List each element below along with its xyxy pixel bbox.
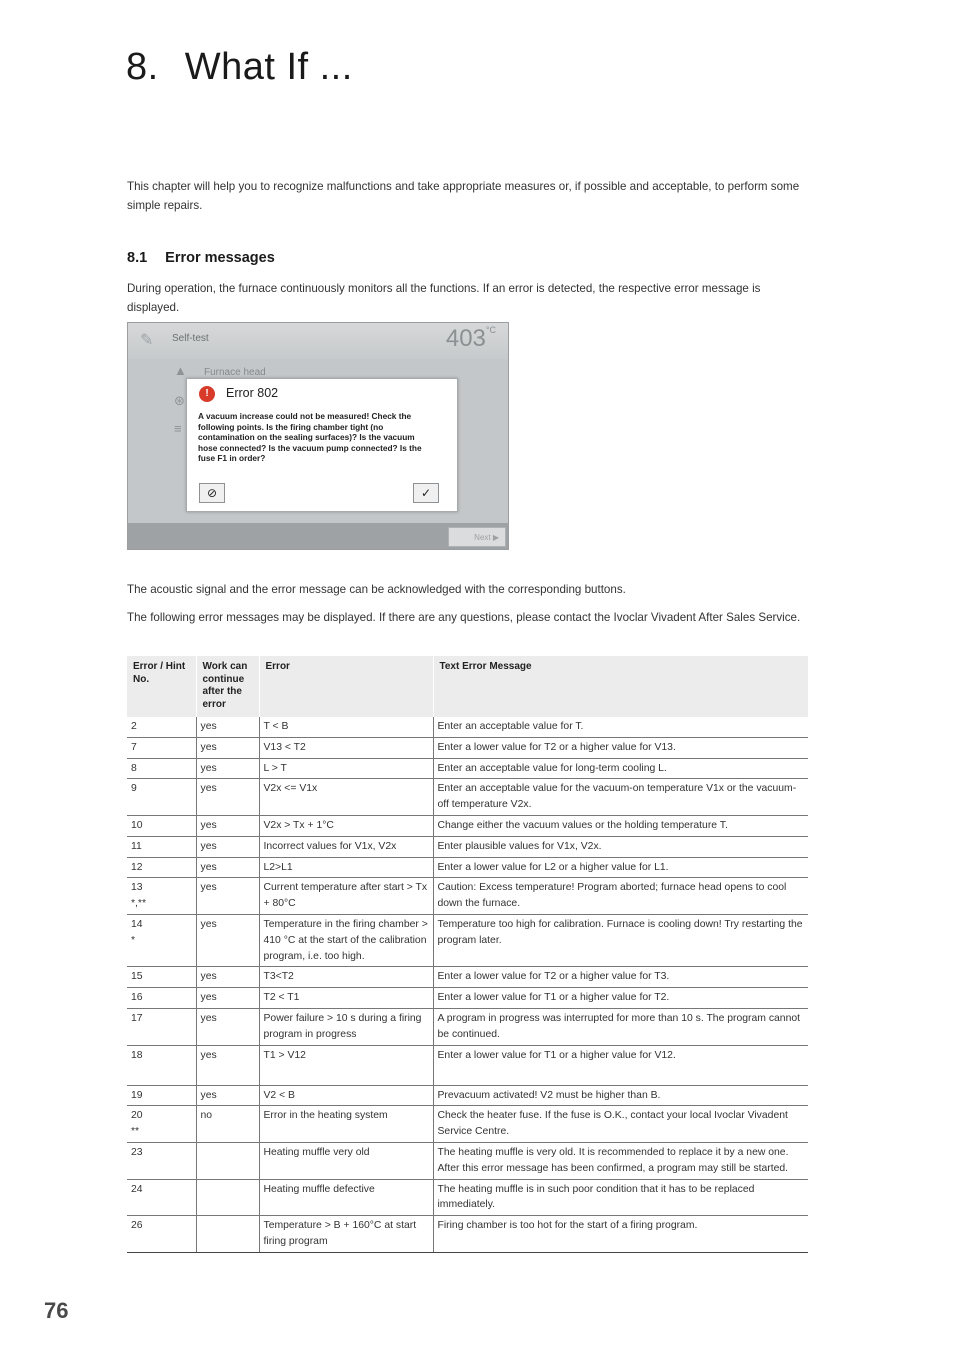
cell-work-continue: yes: [196, 758, 259, 779]
header-error: Error: [259, 656, 433, 717]
error-messages-table: [127, 656, 808, 1253]
acknowledge-paragraph: The acoustic signal and the error message can be acknowledged with the corresponding buttons.: [127, 583, 626, 596]
cell-error-no: 18: [127, 1045, 196, 1085]
cell-text-message: Prevacuum activated! V2 must be higher than B.: [433, 1085, 808, 1106]
cell-error-no: 7: [127, 737, 196, 758]
cell-error: V13 < T2: [259, 737, 433, 758]
cell-text-message: Enter a lower value for L2 or a higher value for L1.: [433, 857, 808, 878]
list-icon: ≡: [174, 421, 182, 436]
vacuum-icon: ⊛: [174, 393, 185, 408]
cell-text-message: Enter an acceptable value for the vacuum-on temperature V1x or the vacuum-off temperature V2x.: [433, 779, 808, 816]
cell-error: L > T: [259, 758, 433, 779]
table-row: [127, 878, 808, 915]
screen-footer: [128, 523, 508, 549]
cell-work-continue: [196, 1142, 259, 1179]
cell-text-message: The heating muffle is in such poor condition that it has to be replaced immediately.: [433, 1179, 808, 1216]
cell-text-message: Enter a lower value for T2 or a higher value for T3.: [433, 967, 808, 988]
chapter-title-text: What If ...: [184, 46, 353, 88]
cell-error: Heating muffle very old: [259, 1142, 433, 1179]
table-row: [127, 914, 808, 966]
table-row: [127, 717, 808, 737]
cell-error-no: 17: [127, 1008, 196, 1045]
cell-error: Current temperature after start > Tx + 80°C: [259, 878, 433, 915]
section-number: 8.1: [127, 250, 148, 266]
cell-work-continue: yes: [196, 914, 259, 966]
cell-error: Incorrect values for V1x, V2x: [259, 836, 433, 857]
cell-error-no: 8: [127, 758, 196, 779]
cell-error: L2>L1: [259, 857, 433, 878]
cell-error: Error in the heating system: [259, 1106, 433, 1143]
screen-header-label: Self-test: [172, 333, 209, 344]
table-row: [127, 1142, 808, 1179]
cell-error-no: 14 *: [127, 914, 196, 966]
section-title: Error messages: [165, 250, 275, 266]
cell-error: Temperature > B + 160°C at start firing program: [259, 1216, 433, 1253]
cell-error: Heating muffle defective: [259, 1179, 433, 1216]
table-row: [127, 815, 808, 836]
cell-error: T3<T2: [259, 967, 433, 988]
cell-error-no: 19: [127, 1085, 196, 1106]
page-number: 76: [44, 1298, 69, 1323]
section-heading: [127, 250, 275, 266]
temperature-unit: °C: [485, 325, 496, 335]
table-row: [127, 1106, 808, 1143]
following-paragraph: The following error messages may be displayed. If there are any questions, please contact the Ivoclar Vivadent After Sales Service.: [127, 611, 801, 624]
cell-text-message: Enter a lower value for T1 or a higher value for V12.: [433, 1045, 808, 1085]
cell-text-message: Enter plausible values for V1x, V2x.: [433, 836, 808, 857]
cell-error: T2 < T1: [259, 988, 433, 1009]
cell-work-continue: yes: [196, 717, 259, 737]
cell-error-no: 23: [127, 1142, 196, 1179]
chapter-number: 8.: [126, 46, 159, 88]
table-row: [127, 737, 808, 758]
cell-work-continue: yes: [196, 1085, 259, 1106]
cell-error-no: 15: [127, 967, 196, 988]
cell-work-continue: yes: [196, 857, 259, 878]
cell-work-continue: yes: [196, 988, 259, 1009]
cell-error-no: 12: [127, 857, 196, 878]
cell-work-continue: yes: [196, 878, 259, 915]
cell-error-no: 2: [127, 717, 196, 737]
cell-text-message: Caution: Excess temperature! Program aborted; furnace head opens to cool down the furnace.: [433, 878, 808, 915]
cell-error-no: 16: [127, 988, 196, 1009]
cell-error-no: 10: [127, 815, 196, 836]
intro-paragraph: This chapter will help you to recognize malfunctions and take appropriate measures or, if possible and acceptable, to perform some simple repairs.: [127, 180, 800, 212]
checkmark-icon: ✓: [420, 486, 432, 500]
mute-icon: ⊘: [206, 486, 218, 500]
cell-work-continue: yes: [196, 737, 259, 758]
mute-sound-button[interactable]: [199, 483, 225, 503]
cell-text-message: Enter a lower value for T2 or a higher value for V13.: [433, 737, 808, 758]
cell-text-message: The heating muffle is very old. It is recommended to replace it by a new one. After this error message has been confirmed, a program may still be started.: [433, 1142, 808, 1179]
table-row: [127, 1008, 808, 1045]
cell-text-message: Change either the vacuum values or the holding temperature T.: [433, 815, 808, 836]
cell-error: V2x <= V1x: [259, 779, 433, 816]
screen-header: [128, 323, 508, 359]
table-row: [127, 1085, 808, 1106]
cell-error-no: 9: [127, 779, 196, 816]
cell-work-continue: yes: [196, 967, 259, 988]
table-row: [127, 1216, 808, 1253]
cell-text-message: Check the heater fuse. If the fuse is O.K., contact your local Ivoclar Vivadent Service Centre.: [433, 1106, 808, 1143]
screen-row-label: Furnace head: [204, 367, 266, 378]
header-error-no: Error / Hint No.: [127, 656, 196, 717]
cell-text-message: Enter a lower value for T1 or a higher value for T2.: [433, 988, 808, 1009]
cell-text-message: A program in progress was interrupted for more than 10 s. The program cannot be continued.: [433, 1008, 808, 1045]
header-text-message: Text Error Message: [433, 656, 808, 717]
cell-error: V2 < B: [259, 1085, 433, 1106]
temperature-readout: [446, 325, 496, 353]
table-row: [127, 857, 808, 878]
cell-text-message: Enter an acceptable value for long-term cooling L.: [433, 758, 808, 779]
next-label: Next: [474, 533, 491, 542]
header-work-continue: Work can continue after the error: [196, 656, 259, 717]
cell-error: Temperature in the firing chamber > 410 °C at the start of the calibration program, i.e. too high.: [259, 914, 433, 966]
cell-error-no: 24: [127, 1179, 196, 1216]
table-row: [127, 779, 808, 816]
self-test-icon: ✎: [140, 332, 154, 349]
cell-text-message: Enter an acceptable value for T.: [433, 717, 808, 737]
error-dialog-title: Error 802: [226, 386, 279, 400]
cell-work-continue: yes: [196, 815, 259, 836]
cell-error-no: 11: [127, 836, 196, 857]
table-row: [127, 836, 808, 857]
next-button[interactable]: Next ▶: [448, 527, 506, 547]
chapter-title: [126, 46, 353, 89]
cell-error-no: 13 *,**: [127, 878, 196, 915]
cell-error: V2x > Tx + 1°C: [259, 815, 433, 836]
furnace-screen-image: [127, 322, 509, 550]
table-row: [127, 988, 808, 1009]
cell-error: T < B: [259, 717, 433, 737]
cell-error: Power failure > 10 s during a firing program in progress: [259, 1008, 433, 1045]
table-row: [127, 758, 808, 779]
table-row: [127, 967, 808, 988]
table-row: [127, 1045, 808, 1085]
cell-work-continue: yes: [196, 1008, 259, 1045]
cell-work-continue: yes: [196, 779, 259, 816]
cell-work-continue: yes: [196, 1045, 259, 1085]
cell-text-message: Firing chamber is too hot for the start of a firing program.: [433, 1216, 808, 1253]
cell-work-continue: no: [196, 1106, 259, 1143]
cell-work-continue: [196, 1216, 259, 1253]
cell-work-continue: [196, 1179, 259, 1216]
furnace-head-icon: ▲: [174, 363, 187, 378]
cell-error-no: 20 **: [127, 1106, 196, 1143]
table-header-row: [127, 656, 808, 717]
table-row: [127, 1179, 808, 1216]
error-dialog-text: A vacuum increase could not be measured! Check the following points. Is the firing chamber tight (no contamination on the sealing surfaces)? Is the vacuum hose connected? Is the vacuum pump connected? Is the fuse F1 in order?: [198, 411, 422, 463]
error-icon: !: [199, 386, 215, 402]
confirm-button[interactable]: [413, 483, 439, 503]
cell-error-no: 26: [127, 1216, 196, 1253]
error-dialog: [186, 378, 458, 512]
section-intro-paragraph: During operation, the furnace continuously monitors all the functions. If an error is detected, the respective error message is displayed.: [127, 282, 761, 314]
temperature-value: 403: [445, 325, 486, 352]
cell-text-message: Temperature too high for calibration. Furnace is cooling down! Try restarting the program later.: [433, 914, 808, 966]
cell-error: T1 > V12: [259, 1045, 433, 1085]
cell-work-continue: yes: [196, 836, 259, 857]
